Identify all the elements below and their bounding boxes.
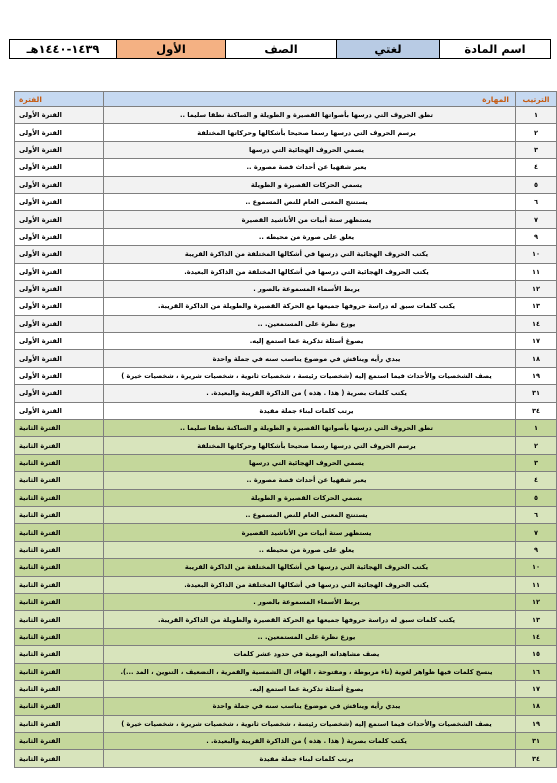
- row-skill: تطق الحروف التي درسها بأصواتها القصيرة و الطويلة و الساكنة نطقا سليما ..: [104, 420, 516, 437]
- row-term: الفترة الأولى: [15, 402, 104, 419]
- table-row: [15, 211, 557, 228]
- row-number: ١٧: [516, 333, 557, 350]
- row-skill: تطق الحروف التي درسها بأصواتها القصيرة و الطويلة و الساكنة نطقا سليما ..: [104, 107, 516, 124]
- row-number: ٩: [516, 228, 557, 245]
- row-number: ٦: [516, 506, 557, 523]
- table-row: [15, 437, 557, 454]
- row-skill: يرسم الحروف التي درسها رسما صحيحا بأشكالها وحركاتها المختلفة: [104, 124, 516, 141]
- table-row: [15, 228, 557, 245]
- table-body: [15, 107, 557, 768]
- row-skill: يصف الشخصيات والأحداث فيما استمع إليه (شخصيات رئيسة ، شخصيات ثانوية ، شخصيات شريرة ، شخصيات خيرة ): [104, 715, 516, 732]
- row-number: ٣١: [516, 385, 557, 402]
- row-term: الفترة الثانية: [15, 628, 104, 645]
- table-row: [15, 524, 557, 541]
- row-skill: يستظهر ستة أبيات من الأناشيد القصيرة: [104, 211, 516, 228]
- row-skill: يسمي الحروف الهجائية التي درسها: [104, 141, 516, 158]
- row-number: ١٤: [516, 315, 557, 332]
- row-number: ٥: [516, 176, 557, 193]
- row-term: الفترة الثانية: [15, 489, 104, 506]
- row-skill: يستنتج المعنى العام للنص المسموع ..: [104, 506, 516, 523]
- row-term: الفترة الأولى: [15, 263, 104, 280]
- table-row: [15, 506, 557, 523]
- table-row: [15, 333, 557, 350]
- row-skill: يبدي رأيه ويناقش في موضوع يناسب سنه في جملة واحدة: [104, 698, 516, 715]
- table-row: [15, 733, 557, 750]
- table-row: [15, 124, 557, 141]
- row-term: الفترة الأولى: [15, 107, 104, 124]
- row-skill: يرسم الحروف التي درسها رسما صحيحا بأشكالها وحركاتها المختلفة: [104, 437, 516, 454]
- row-number: ١١: [516, 263, 557, 280]
- row-skill: يستنتج المعنى العام للنص المسموع ..: [104, 193, 516, 210]
- row-number: ٧: [516, 524, 557, 541]
- row-number: ١٩: [516, 367, 557, 384]
- row-number: ١: [516, 107, 557, 124]
- table-row: [15, 176, 557, 193]
- table-row: [15, 298, 557, 315]
- row-term: الفترة الأولى: [15, 280, 104, 297]
- table-row: [15, 402, 557, 419]
- row-number: ١٨: [516, 350, 557, 367]
- row-skill: يصوغ أسئلة تذكرية عما استمع إليه.: [104, 333, 516, 350]
- row-skill: يكتب كلمات سبق له دراسة حروفها جميعها مع الحركة القصيرة والطويلة من الذاكرة القريبة.: [104, 298, 516, 315]
- table-row: [15, 680, 557, 697]
- row-term: الفترة الثانية: [15, 680, 104, 697]
- row-term: الفترة الأولى: [15, 193, 104, 210]
- row-term: الفترة الأولى: [15, 246, 104, 263]
- row-skill: يوزع نظرة على المستمعين. ..: [104, 315, 516, 332]
- row-number: ١٨: [516, 698, 557, 715]
- row-skill: يسمي الحركات القصيرة و الطويلة: [104, 489, 516, 506]
- row-skill: يصوغ أسئلة تذكرية عما استمع إليه.: [104, 680, 516, 697]
- table-row: [15, 420, 557, 437]
- row-number: ١٤: [516, 628, 557, 645]
- row-skill: يكتب كلمات بصرية ( هذا . هذه ) من الذاكرة القريبة والبعيدة. .: [104, 385, 516, 402]
- row-skill: يصف الشخصيات والأحداث فيما استمع إليه (شخصيات رئيسة ، شخصيات ثانوية ، شخصيات شريرة ، شخصيات خيرة ): [104, 367, 516, 384]
- row-number: ٣٤: [516, 750, 557, 767]
- row-number: ٤: [516, 159, 557, 176]
- table-row: [15, 559, 557, 576]
- column-header-number: الترتيب: [516, 92, 557, 107]
- row-number: ٧: [516, 211, 557, 228]
- row-term: الفترة الثانية: [15, 750, 104, 767]
- row-term: الفترة الأولى: [15, 298, 104, 315]
- table-row: [15, 628, 557, 645]
- table-row: [15, 663, 557, 680]
- table-row: [15, 159, 557, 176]
- row-term: الفترة الثانية: [15, 454, 104, 471]
- row-number: ٩: [516, 541, 557, 558]
- table-row: [15, 193, 557, 210]
- row-skill: يسمي الحروف الهجائية التي درسها: [104, 454, 516, 471]
- row-term: الفترة الأولى: [15, 176, 104, 193]
- row-skill: يعبر شفهيا عن أحداث قصة مصورة ..: [104, 159, 516, 176]
- row-skill: يستظهر ستة أبيات من الأناشيد القصيرة: [104, 524, 516, 541]
- table-row: [15, 611, 557, 628]
- row-term: الفترة الثانية: [15, 593, 104, 610]
- row-skill: يكتب الحروف الهجائية التي درسها في أشكالها المختلفة من الذاكرة البعيدة.: [104, 576, 516, 593]
- table-row: [15, 263, 557, 280]
- row-skill: يكتب كلمات سبق له دراسة حروفها جميعها مع الحركة القصيرة والطويلة من الذاكرة القريبة.: [104, 611, 516, 628]
- table-row: [15, 454, 557, 471]
- row-number: ١٢: [516, 593, 557, 610]
- row-number: ١٠: [516, 559, 557, 576]
- row-term: الفترة الأولى: [15, 124, 104, 141]
- row-term: الفترة الأولى: [15, 350, 104, 367]
- row-skill: يبدي رأيه ويناقش في موضوع يناسب سنه في جملة واحدة: [104, 350, 516, 367]
- row-term: الفترة الثانية: [15, 524, 104, 541]
- school-year: ١٤٣٩-١٤٤٠هـ: [10, 40, 117, 59]
- row-term: الفترة الثانية: [15, 541, 104, 558]
- column-header-skill: المهارة: [104, 92, 516, 107]
- row-skill: يرتب كلمات لبناء جملة مفيدة: [104, 750, 516, 767]
- row-term: الفترة الثانية: [15, 506, 104, 523]
- row-term: الفترة الأولى: [15, 228, 104, 245]
- row-number: ١٥: [516, 646, 557, 663]
- table-row: [15, 246, 557, 263]
- row-skill: يعبر شفهيا عن أحداث قصة مصورة ..: [104, 472, 516, 489]
- table-row: [15, 472, 557, 489]
- row-number: ١٢: [516, 280, 557, 297]
- table-row: [15, 489, 557, 506]
- row-number: ١٣: [516, 611, 557, 628]
- table-row: [15, 350, 557, 367]
- table-row: [15, 593, 557, 610]
- row-number: ٤: [516, 472, 557, 489]
- table-row: [15, 576, 557, 593]
- row-term: الفترة الثانية: [15, 715, 104, 732]
- row-number: ٦: [516, 193, 557, 210]
- row-number: ٢: [516, 124, 557, 141]
- row-number: ١٩: [516, 715, 557, 732]
- row-term: الفترة الثانية: [15, 663, 104, 680]
- subject-label: اسم المادة: [440, 40, 551, 59]
- row-number: ٣: [516, 141, 557, 158]
- table-row: [15, 107, 557, 124]
- row-number: ٢: [516, 437, 557, 454]
- row-number: ١٧: [516, 680, 557, 697]
- table-header-row: [15, 92, 557, 107]
- subject-value: لغتي: [337, 40, 440, 59]
- row-skill: يكتب كلمات بصرية ( هذا . هذه ) من الذاكرة القريبة والبعيدة. .: [104, 733, 516, 750]
- row-skill: يعلق على صورة من محيطه ..: [104, 541, 516, 558]
- row-term: الفترة الأولى: [15, 385, 104, 402]
- row-term: الفترة الأولى: [15, 141, 104, 158]
- row-skill: يسمي الحركات القصيرة و الطويلة: [104, 176, 516, 193]
- skills-table: [14, 91, 557, 768]
- row-skill: يعلق على صورة من محيطه ..: [104, 228, 516, 245]
- table-row: [15, 367, 557, 384]
- row-term: الفترة الثانية: [15, 420, 104, 437]
- row-number: ٣١: [516, 733, 557, 750]
- table-row: [15, 646, 557, 663]
- info-header: [9, 39, 551, 59]
- row-term: الفترة الأولى: [15, 315, 104, 332]
- row-skill: يربط الأسماء المسموعة بالصور .: [104, 280, 516, 297]
- row-skill: يكتب الحروف الهجائية التي درسها في أشكالها المختلفة من الذاكرة البعيدة.: [104, 263, 516, 280]
- row-term: الفترة الثانية: [15, 559, 104, 576]
- row-term: الفترة الثانية: [15, 733, 104, 750]
- row-skill: يربط الأسماء المسموعة بالصور .: [104, 593, 516, 610]
- row-term: الفترة الأولى: [15, 211, 104, 228]
- row-term: الفترة الثانية: [15, 611, 104, 628]
- row-term: الفترة الثانية: [15, 576, 104, 593]
- column-header-term: الفترة: [15, 92, 104, 107]
- row-number: ٣٤: [516, 402, 557, 419]
- row-term: الفترة الثانية: [15, 472, 104, 489]
- row-number: ١١: [516, 576, 557, 593]
- grade-label: الصف: [226, 40, 337, 59]
- row-number: ٥: [516, 489, 557, 506]
- row-skill: يكتب الحروف الهجائية التي درسها في أشكالها المختلفة من الذاكرة القريبة: [104, 246, 516, 263]
- table-row: [15, 280, 557, 297]
- row-number: ١٣: [516, 298, 557, 315]
- table-row: [15, 315, 557, 332]
- row-skill: يكتب الحروف الهجائية التي درسها في أشكالها المختلفة من الذاكرة القريبة: [104, 559, 516, 576]
- row-number: ١٦: [516, 663, 557, 680]
- table-row: [15, 141, 557, 158]
- row-number: ٣: [516, 454, 557, 471]
- row-skill: يرتب كلمات لبناء جملة مفيدة: [104, 402, 516, 419]
- row-term: الفترة الثانية: [15, 698, 104, 715]
- table-row: [15, 385, 557, 402]
- table-row: [15, 698, 557, 715]
- row-number: ١: [516, 420, 557, 437]
- table-row: [15, 541, 557, 558]
- row-term: الفترة الأولى: [15, 367, 104, 384]
- row-skill: ينسخ كلمات فيها ظواهر لغوية (تاء مربوطة ، ومفتوحة ، الهاء، ال الشمسية والقمرية ، التضعيف ، التنوين ، المد ...).: [104, 663, 516, 680]
- row-term: الفترة الثانية: [15, 646, 104, 663]
- row-term: الفترة الأولى: [15, 159, 104, 176]
- row-term: الفترة الأولى: [15, 333, 104, 350]
- table-row: [15, 750, 557, 767]
- grade-value: الأول: [117, 40, 226, 59]
- table-row: [15, 715, 557, 732]
- row-number: ١٠: [516, 246, 557, 263]
- row-skill: يصف مشاهداته اليومية في حدود عشر كلمات: [104, 646, 516, 663]
- row-skill: يوزع نظرة على المستمعين. ..: [104, 628, 516, 645]
- row-term: الفترة الثانية: [15, 437, 104, 454]
